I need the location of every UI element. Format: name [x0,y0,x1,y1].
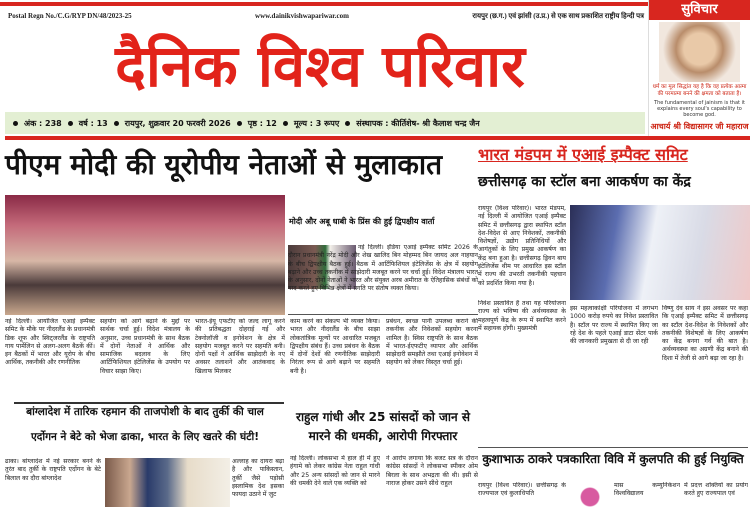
middle-col-2: प्रबंधन, स्वच्छ पानी उपलब्ध कराने की तकनीक और निवेशकों सहयोग करना शामिल है। स्विस राष्ट्रपति के साथ बैठक में भारत-ईएफटीए व्यापार और आर्थिक साझेदारी समझौते तथा एआई इनोवेशन में सहयोग को लेकर विस्तृत चर्चा हुई। [386,318,478,367]
date: रायपुर, शुक्रवार 20 फरवरी 2026 [124,118,231,128]
right-headline[interactable]: भारत मंडपम में एआई इम्पैक्ट समिट [478,145,688,164]
bangladesh-headline-2[interactable]: एर्दोगन ने बेटे को भेजा ढाका, भारत के लिए खतरे की घंटी! [31,431,259,443]
bangladesh-headline-1[interactable]: बांग्लादेश में तारिक रहमान की ताजपोशी के बाद तुर्की की चाल [26,406,264,418]
bullet-icon [345,121,350,126]
website-link[interactable]: www.dainikvishwapariwar.com [255,12,349,20]
bullet-icon [13,121,18,126]
divider [478,447,748,448]
pages: पृष्ठ : 12 [247,118,277,128]
lead-col-1: नई दिल्ली। आयोजित एआई इम्पैक्ट समिट के मौके पर नीदरलैंड के प्रधानमंत्री डिक शूफ और स्विट्जरलैंड के राष्ट्रपति गाय पार्मेलिन से अलग-अलग बैठकें कीं। इन बैठकों में भारत और यूरोप के बीच आर्थिक, तकनीकी और रणनीतिक [5,318,95,367]
acharya-photo [659,22,740,82]
ai-summit-photo [570,205,750,300]
suvichar-hindi: धर्म का मूल सिद्धांत यह है कि वह प्रत्येक आत्मा की परमात्मा बनने की क्षमता को बताता है। [652,84,747,97]
header-topline [8,8,644,24]
vc-col-2: मास कम्युनिकेशन विश्वविद्यालय [614,482,680,498]
rahul-col-1: नई दिल्ली। लोकसभा में हाल ही में हुए हंगामे को लेकर कांग्रेस नेता राहुल गांधी और 25 अन्य सांसदों को जान से मारने की धमकी देने वाले एक व्यक्ति को [290,455,380,487]
vc-col-3: में प्रदत्त शक्तियों का प्रयोग करते हुए राज्यपाल एवं [684,482,748,498]
rahul-col-2: ने आरोप लगाया कि बजट सत्र के दौरान कांग्रेस सांसदों ने लोकसभा स्पीकर ओम बिरला के साथ अभद्रता की थी। इसी से नाराज होकर उसने सीधे राहुल [386,455,478,487]
lead-col-2: सहयोग को आगे बढ़ाने के मुद्दों पर सार्थक चर्चा हुई। विदेश मंत्रालय के अनुसार, उच्च प्रधानमंत्री के साथ बैठक में दोनों नेताओं ने आर्थिक और सामाजिक बदलाव के लिए आर्टिफिशियल इंटेलिजेंस के उपयोग पर विचार साझा किए। [100,318,190,375]
vc-appointment-headline[interactable]: कुशाभाऊ ठाकरे पत्रकारिता विवि में कुलपति की हुई नियुक्ति [482,452,744,466]
founder: संस्थापक : कीर्तिशेष- श्री कैलाश चन्द्र जैन [356,118,480,128]
vc-col-1: रायपुर (विश्व परिवार)। छत्तीसगढ़ के राज्यपाल एवं कुलाधिपति [478,482,566,498]
suvichar-author: आचार्य श्री विद्यासागर जी महाराज [650,122,749,131]
issue-number: अंक : 238 [24,118,62,128]
year: वर्ष : 13 [78,118,108,128]
bangladesh-col-2: अल्लाह का दायरा बढ़ा है और पाकिस्तान, तुर्की जैसे पड़ोसी इस्लामिक देश इसका फायदा उठाने में जुट [232,458,284,499]
right-col-1: इस महत्वाकांक्षी परियोजना में लगभग 1000 करोड़ रुपये का निवेश प्रस्तावित है। स्टॉल पर राज्य में स्थापित किए जा रहे देश के पहले एआई डाटा सेंटर पार्क की जानकारी प्रमुखता से दी जा रही [570,305,658,346]
price: मूल्य : 3 रूपए [293,118,340,128]
middle-col-1: काम करने का संकल्प भी व्यक्त किया। भारत और नीदरलैंड के बीच साझा लोकतांत्रिक मूल्यों पर आधारित मजबूत द्विपक्षीय संबंध हैं। उच्च प्रबंधन के बैठक में दोनों देशों की रणनीतिक साझेदारी निरंतर रूप से आगे बढ़ाने पर सहमति बनी है। [290,318,380,375]
postal-registration: Postal Regn No./C.G/RYP DN/48/2023-25 [8,12,132,20]
top-red-bar [0,2,648,6]
header-divider [5,136,750,140]
leaders-photo [105,458,230,507]
right-intro: रायपुर (विश्व परिवार)। भारत मंडपम, नई दिल्ली में आयोजित एआई इम्पैक्ट समिट में छत्तीसगढ़ द्वारा स्थापित स्टॉल देश-विदेश से आए निवेशकों, तकनीकी विशेषज्ञों, उद्योग प्रतिनिधियों और आगंतुकों के लिए प्रमुख आकर्षण का केंद्र बना हुआ है। छत्तीसगढ़ ड्रिवन बाय इंटेलिजेंस थीम पर आधारित इस स्टॉल में राज्य की उभरती तकनीकी पहचान को प्रदर्शित किया गया है। [478,205,566,287]
bullet-icon [237,121,242,126]
bangladesh-col-1: ढाका। बांग्लादेश में नई सरकार बनने के तुरंत बाद तुर्की के राष्ट्रपति एर्दोगन के बेटे बिलाल का दौरा बांग्लादेश [5,458,101,482]
lead-col-3: भारत-ईयू एफटीए को जल्द लागू करने की प्रतिबद्धता दोहराई गई और टेक्नोलॉजी व इनोवेशन के क्षेत्र में सहयोग मजबूत करने पर सहमति बनी। दोनों पक्षों ने आर्थिक साझेदारी के नए अवसर तलाशने और आतंकवाद के खिलाफ मिलकर [195,318,285,375]
bullet-icon [68,121,73,126]
middle-subheadline[interactable]: मोदी और अबू धाबी के प्रिंस की हुई द्विपक्षीय वार्ता [289,217,435,226]
right-subheadline[interactable]: छत्तीसगढ़ का स्टॉल बना आकर्षण का केंद्र [478,174,691,190]
lead-photo [5,195,285,315]
tagline: रायपुर (छ.ग.) एवं झांसी (उ.प्र.) से एक साथ प्रकाशित राष्ट्रीय हिन्दी पत्र [472,11,644,20]
suvichar-title: सुविचार [649,0,750,20]
bullet-icon [283,121,288,126]
suvichar-english: The fundamental of jainism is that it explains every soul's capability to become god. [654,100,745,118]
suvichar-box [648,0,750,136]
issue-info-strip [5,112,645,134]
vc-portrait-photo [570,482,610,507]
right-col-2: निवेश प्रस्तावित है तथा यह परियोजना राज्य को भविष्य की अर्थव्यवस्था के महत्वपूर्ण केंद्र के रूप में स्थापित करने में सहायक होगी। मुख्यमंत्री [478,300,566,332]
bullet-icon [114,121,119,126]
middle-intro: नई दिल्ली। इंडिया एआई इम्पैक्ट समिट 2026 के दौरान प्रधानमंत्री नरेंद्र मोदी और शेख खालिद बिन मोहम्मद बिन जायद अल नाहयान के बीच द्विपक्षीय बैठक हुई। बैठक में आर्टिफिशियल इंटेलिजेंस के क्षेत्र में सहयोग बढ़ाने और उच्च तकनीक में साझेदारी मजबूत करने पर चर्चा हुई। विदेश मंत्रालय भारत के अनुसार, दोनों नेताओं ने भारत और संयुक्त अरब अमीरात के ऐतिहासिक संबंधों को याद करते हुए विभिन्न क्षेत्रों में प्रगति पर संतोष व्यक्त किया। [288,244,478,293]
rahul-threat-headline[interactable]: राहुल गांधी और 25 सांसदों को जान से मारने की धमकी, आरोपी गिरफ्तार [296,410,470,443]
divider [14,402,284,404]
lead-headline[interactable]: पीएम मोदी की यूरोपीय नेताओं से मुलाकात [5,148,443,181]
right-col-3: विष्णु देव साय ने इस अवसर पर कहा कि एआई इम्पैक्ट समिट में छत्तीसगढ़ का स्टॉल देश-विदेश के निवेशकों और तकनीकी विशेषज्ञों के लिए आकर्षण का केंद्र बनना गर्व की बात है। अर्थव्यवस्था का अग्रणी केंद्र बनाने की दिशा में तेजी से आगे बढ़ा जा रहा है। [662,305,748,362]
masthead-logo: दैनिक विश्व परिवार [115,32,525,100]
divider [288,314,478,315]
